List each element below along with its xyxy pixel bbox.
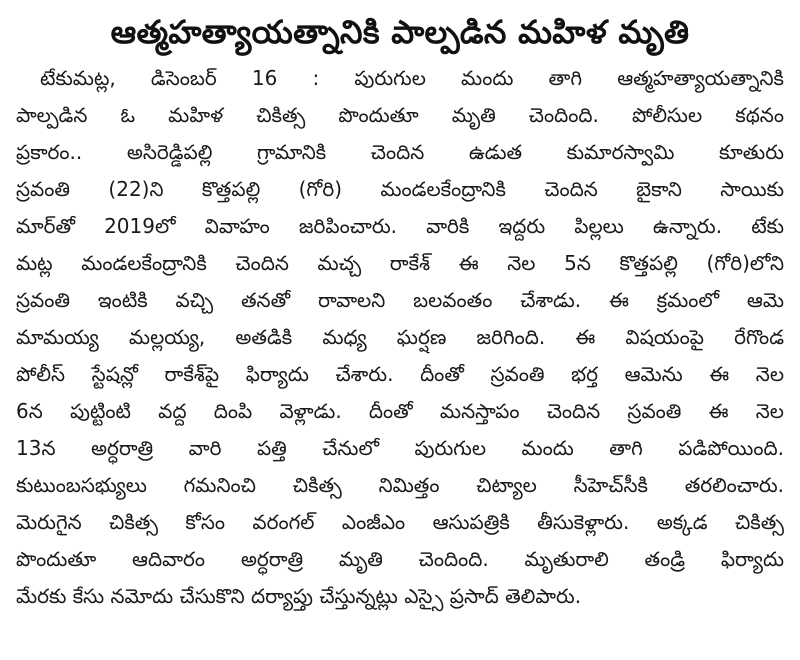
article-line-8: మామయ్య మల్లయ్య, అతడికి మధ్య ఘర్షణ జరిగింది. ఈ విషయంపై రేగొండ <box>16 325 784 349</box>
article-line-7: స్రవంతి ఇంటికి వచ్చి తనతో రావాలని బలవంతం చేశాడు. ఈ క్రమంలో ఆమె <box>16 288 784 312</box>
article-line-6: మట్ల మండలకేంద్రానికి చెందిన మచ్చ రాకేశ్ ఈ నెల 5న కొత్తపల్లి (గోరి)లోని <box>16 251 784 275</box>
article-line-2: పాల్పడిన ఓ మహిళ చికిత్స పొందుతూ మృతి చెందింది. పోలీసుల కథనం <box>16 103 784 127</box>
article-headline: ఆత్మహత్యాయత్నానికి పాల్పడిన మహిళ మృతి <box>110 13 690 51</box>
article-line-14: పొందుతూ ఆదివారం అర్ధరాత్రి మృతి చెందింది. మృతురాలి తండ్రి ఫిర్యాదు <box>16 547 784 571</box>
article-body <box>16 60 784 615</box>
article-line-1: టేకుమట్ల, డిసెంబర్ 16 : పురుగుల మందు తాగి ఆత్మహత్యాయత్నానికి <box>40 66 784 90</box>
article-line-3: ప్రకారం.. అసిరెడ్డిపల్లి గ్రామానికి చెందిన ఉడుత కుమారస్వామి కూతురు <box>16 140 784 164</box>
article-line-12: కుటుంబసభ్యులు గమనించి చికిత్స నిమిత్తం చిట్యాల సీహెచ్‌సీకి తరలించారు. <box>16 473 784 497</box>
article-line-5: మార్‌తో 2019లో వివాహం జరిపించారు. వారికి ఇద్దరు పిల్లలు ఉన్నారు. టేకు <box>16 214 784 238</box>
article-line-10: 6న పుట్టింటి వద్ద దింపి వెళ్లాడు. దీంతో మనస్తాపం చెందిన స్రవంతి ఈ నెల <box>16 399 784 423</box>
article-line-4: స్రవంతి (22)ని కొత్తపల్లి (గోరి) మండలకేంద్రానికి చెందిన బైకాని సాయికు <box>16 177 784 201</box>
article-line-11: 13న అర్ధరాత్రి వారి పత్తి చేనులో పురుగుల మందు తాగి పడిపోయింది. <box>16 436 784 460</box>
article-line-9: పోలీస్ స్టేషన్లో రాకేశ్‌పై ఫిర్యాదు చేశారు. దీంతో స్రవంతి భర్త ఆమెను ఈ నెల <box>16 362 784 386</box>
article-line-15: మేరకు కేసు నమోదు చేసుకొని దర్యాప్తు చేస్తున్నట్లు ఎస్సై ప్రసాద్ తెలిపారు. <box>16 584 582 608</box>
article-line-13: మెరుగైన చికిత్స కోసం వరంగల్ ఎంజీఎం ఆసుపత్రికి తీసుకెళ్లారు. అక్కడ చికిత్స <box>16 510 784 534</box>
